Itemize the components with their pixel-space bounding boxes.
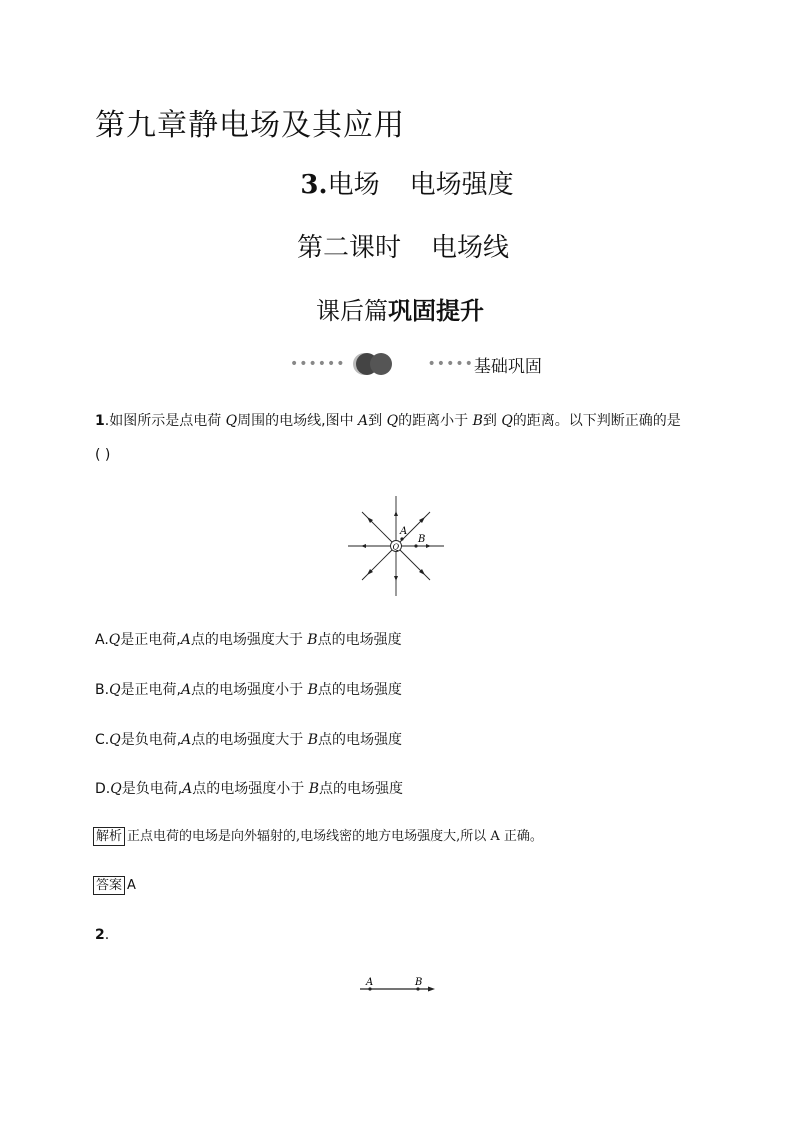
var-q: Q (225, 413, 238, 429)
basic-section-label: 基础巩固 (473, 356, 542, 377)
stem-text: 的距离。以下判断正确的是 (512, 413, 681, 429)
double-circle-icon (352, 351, 398, 377)
var-a: A (181, 682, 192, 698)
var-b: B (472, 413, 483, 429)
var-q: Q (110, 781, 122, 797)
option-c[interactable] (95, 729, 402, 749)
option-a[interactable] (95, 629, 402, 649)
field-line-down-right (400, 550, 430, 580)
arrow-up (394, 511, 398, 516)
stem-text: 周围的电场线,图中 (237, 413, 359, 429)
var-q: Q (386, 413, 399, 429)
question-1-stem (95, 410, 715, 432)
label-b: B (415, 977, 423, 988)
answer-bracket: ( ) (95, 447, 111, 463)
dots-right: ••••• (427, 356, 474, 372)
after-class-bold: 巩固提升 (388, 297, 484, 325)
arrow-right (428, 987, 435, 992)
option-b[interactable] (95, 679, 402, 699)
var-a: A (358, 413, 369, 429)
after-class-heading (0, 291, 794, 326)
field-line-figure-2 (356, 974, 438, 996)
answer-row (93, 876, 136, 895)
point-a (400, 537, 403, 540)
analysis-text: 正点电荷的电场是向外辐射的,电场线密的地方电场强度大,所以 A 正确。 (127, 829, 543, 844)
label-a: A (366, 977, 374, 988)
option-text: 点的电场强度大于 (191, 732, 308, 748)
section-number: 3. (300, 170, 328, 200)
var-b: B (307, 682, 318, 698)
section-title-part-a: 电场 (327, 170, 380, 200)
answer-tag: 答案 (93, 876, 125, 895)
electric-field-lines-figure (344, 494, 448, 598)
dots-left: •••••• (290, 356, 346, 372)
option-letter: D. (95, 781, 111, 797)
var-q: Q (108, 632, 121, 648)
lesson-title (0, 227, 794, 264)
analysis-tag: 解析 (93, 827, 125, 846)
stem-text: 的距离小于 (398, 413, 473, 429)
question-2-number (95, 927, 109, 943)
option-text: 点的电场强度小于 (191, 682, 308, 698)
stem-text: 到 (368, 413, 387, 429)
option-text: 是负电荷, (121, 781, 183, 797)
var-b: B (308, 781, 320, 797)
option-text: 点的电场强度 (318, 732, 403, 748)
after-class-plain: 课后篇 (316, 297, 388, 325)
q2-number-text: 2 (95, 927, 105, 943)
option-text: 点的电场强度 (319, 781, 404, 797)
option-letter: A. (95, 632, 109, 648)
var-q: Q (501, 413, 513, 429)
basic-section-banner (290, 350, 542, 378)
var-q: Q (109, 682, 121, 698)
option-text: 点的电场强度 (317, 682, 402, 698)
label-b: B (418, 534, 426, 545)
lesson-title-part-a: 第二课时 (296, 233, 401, 263)
option-text: 点的电场强度小于 (192, 781, 309, 797)
option-letter: C. (95, 732, 110, 748)
lesson-title-part-b: 电场线 (431, 233, 510, 263)
option-d[interactable] (95, 778, 403, 798)
section-title (0, 164, 794, 201)
stem-text: .如图所示是点电荷 (104, 413, 226, 429)
q2-number-dot: . (104, 927, 110, 943)
option-letter: B. (95, 682, 110, 698)
section-title-part-b: 电场强度 (409, 170, 514, 200)
field-line-up-left (362, 512, 392, 542)
var-b: B (307, 632, 318, 648)
analysis-row (93, 825, 543, 846)
arrow-left (361, 544, 366, 548)
arrow-right (426, 544, 431, 548)
option-text: 是正电荷, (120, 682, 181, 698)
option-text: 是正电荷, (120, 632, 181, 648)
stem-text: 到 (482, 413, 502, 429)
var-a: A (181, 732, 192, 748)
answer-value: A (127, 878, 136, 893)
var-a: A (180, 632, 191, 648)
var-a: A (182, 781, 193, 797)
label-a: A (400, 526, 408, 537)
option-text: 是负电荷, (120, 732, 182, 748)
question-1-number: 1 (95, 413, 105, 429)
option-text: 点的电场强度大于 (190, 632, 308, 648)
var-q: Q (109, 732, 121, 748)
chapter-title: 第九章静电场及其应用 (95, 108, 405, 143)
field-line-down-left (362, 550, 392, 580)
option-text: 点的电场强度 (317, 632, 402, 648)
arrow-down (394, 576, 398, 581)
var-b: B (307, 732, 319, 748)
label-q: Q (392, 542, 400, 552)
